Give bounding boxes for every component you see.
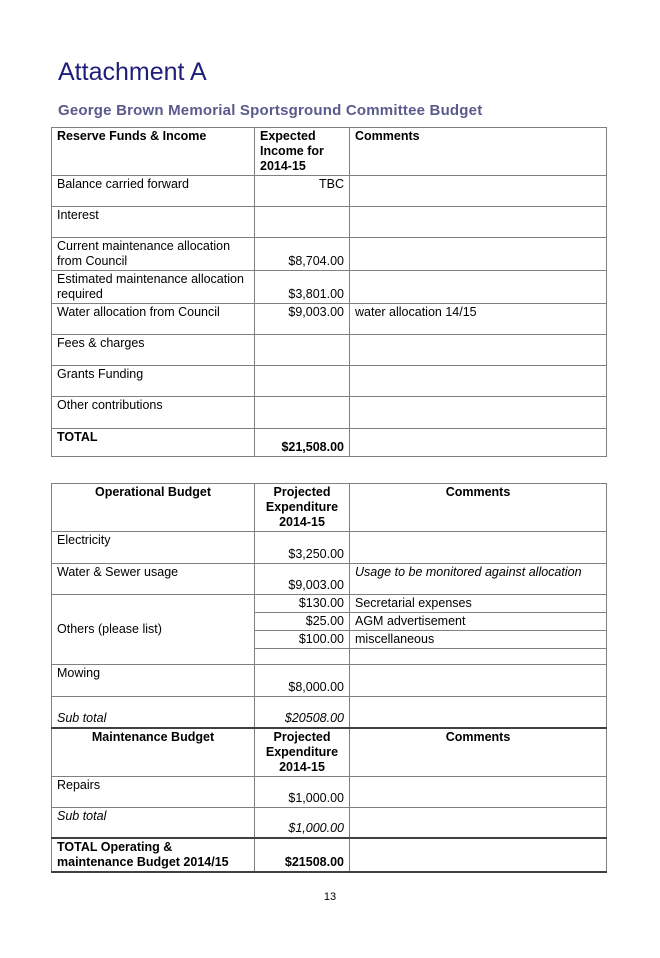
total-label: TOTAL: [52, 429, 255, 457]
row-amount: [255, 207, 350, 238]
income-header-label: Reserve Funds & Income: [52, 128, 255, 176]
row-comment: [350, 207, 607, 238]
grand-total-row: [52, 838, 607, 872]
operational-subtotal-label: Sub total: [52, 697, 255, 728]
page-title: Attachment A: [58, 58, 207, 86]
others-comment: AGM advertisement: [350, 613, 607, 631]
table-row: [52, 335, 607, 366]
total-comment: [350, 429, 607, 457]
row-label: Estimated maintenance allocation required: [52, 271, 255, 304]
others-label: Others (please list): [52, 595, 255, 665]
income-header-comments: Comments: [350, 128, 607, 176]
table-row: [52, 304, 607, 335]
row-label: Balance carried forward: [52, 176, 255, 207]
others-comment-empty: [350, 649, 607, 665]
water-comment: Usage to be monitored against allocation: [350, 564, 607, 595]
operational-header-amount: Projected Expenditure 2014-15: [255, 484, 350, 532]
others-comment: miscellaneous: [350, 631, 607, 649]
grand-total-label: TOTAL Operating & maintenance Budget 2014/15: [52, 838, 255, 872]
row-label: Fees & charges: [52, 335, 255, 366]
repairs-comment: [350, 776, 607, 807]
row-comment: [350, 176, 607, 207]
table-row: [52, 595, 607, 613]
row-amount: $9,003.00: [255, 304, 350, 335]
operational-subtotal-amount: $20508.00: [255, 697, 350, 728]
table-row: [52, 776, 607, 807]
row-amount: $8,704.00: [255, 238, 350, 271]
grand-total-amount: $21508.00: [255, 838, 350, 872]
income-total-row: [52, 429, 607, 457]
others-amount-empty: [255, 649, 350, 665]
mowing-comment: [350, 665, 607, 697]
maintenance-header-comments: Comments: [350, 728, 607, 777]
repairs-amount: $1,000.00: [255, 776, 350, 807]
total-amount: $21,508.00: [255, 429, 350, 457]
table-row: [52, 532, 607, 564]
row-label: Other contributions: [52, 397, 255, 429]
others-amount: $130.00: [255, 595, 350, 613]
table-row: [52, 397, 607, 429]
row-label: Grants Funding: [52, 366, 255, 397]
row-label: Water allocation from Council: [52, 304, 255, 335]
electricity-label: Electricity: [52, 532, 255, 564]
others-comment: Secretarial expenses: [350, 595, 607, 613]
table-row: [52, 564, 607, 595]
row-amount: TBC: [255, 176, 350, 207]
maintenance-header-label: Maintenance Budget: [52, 728, 255, 777]
mowing-amount: $8,000.00: [255, 665, 350, 697]
electricity-amount: $3,250.00: [255, 532, 350, 564]
row-comment: [350, 238, 607, 271]
maintenance-subtotal-label: Sub total: [52, 807, 255, 838]
income-table: [51, 127, 607, 457]
others-amount: $25.00: [255, 613, 350, 631]
mowing-label: Mowing: [52, 665, 255, 697]
income-header-amount: Expected Income for 2014-15: [255, 128, 350, 176]
row-comment: [350, 271, 607, 304]
repairs-label: Repairs: [52, 776, 255, 807]
table-row: [52, 207, 607, 238]
row-label: Current maintenance allocation from Council: [52, 238, 255, 271]
row-comment: water allocation 14/15: [350, 304, 607, 335]
water-amount: $9,003.00: [255, 564, 350, 595]
table-row: [52, 176, 607, 207]
row-amount: [255, 335, 350, 366]
maintenance-subtotal-comment: [350, 807, 607, 838]
row-comment: [350, 366, 607, 397]
grand-total-comment: [350, 838, 607, 872]
maintenance-header-amount: Projected Expenditure 2014-15: [255, 728, 350, 777]
row-amount: [255, 397, 350, 429]
maintenance-header-row: [52, 728, 607, 777]
maintenance-subtotal-amount: $1,000.00: [255, 807, 350, 838]
operational-header-comments: Comments: [350, 484, 607, 532]
others-amount: $100.00: [255, 631, 350, 649]
row-amount: [255, 366, 350, 397]
table-row: [52, 366, 607, 397]
table-row: [52, 238, 607, 271]
row-amount: $3,801.00: [255, 271, 350, 304]
operational-header-row: [52, 484, 607, 532]
page-number: 13: [323, 891, 337, 903]
table-row: [52, 271, 607, 304]
expenditure-table: [51, 483, 607, 873]
operational-header-label: Operational Budget: [52, 484, 255, 532]
row-comment: [350, 397, 607, 429]
row-comment: [350, 335, 607, 366]
maintenance-subtotal-row: [52, 807, 607, 838]
operational-subtotal-comment: [350, 697, 607, 728]
table-row: [52, 665, 607, 697]
water-label: Water & Sewer usage: [52, 564, 255, 595]
row-label: Interest: [52, 207, 255, 238]
budget-subtitle: George Brown Memorial Sportsground Committee Budget: [58, 102, 483, 119]
electricity-comment: [350, 532, 607, 564]
income-header-row: [52, 128, 607, 176]
operational-subtotal-row: [52, 697, 607, 728]
